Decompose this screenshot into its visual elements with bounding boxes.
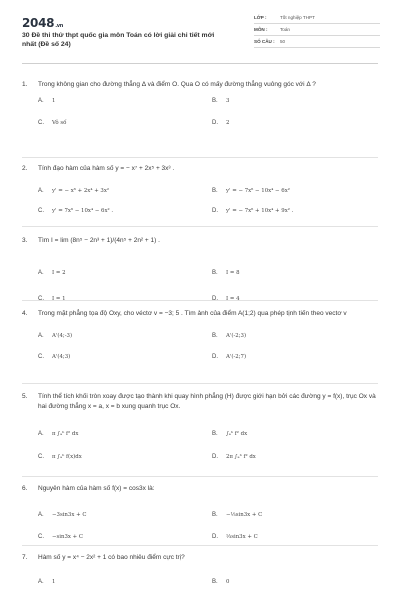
divider	[22, 226, 378, 227]
option-b[interactable]: B. A'(-2;3)	[212, 332, 247, 339]
option-a[interactable]: A. π ∫ₐᵇ f² dx	[38, 431, 79, 437]
question-number: 3.	[22, 237, 28, 244]
question-number: 6.	[22, 485, 28, 492]
option-b[interactable]: B. −⅓sin3x + C	[212, 511, 263, 518]
meta-row-subject	[254, 24, 380, 36]
question-4	[22, 309, 378, 365]
document-title: 30 Đề thi thử thpt quốc gia môn Toán có lời giải chi tiết mới nhất (Đề số 24)	[22, 32, 215, 48]
question-text: Tính thể tích khối tròn xoay được tạo thành khi quay hình phẳng (H) được giới hạn bởi các đường y = f(x), trục Ox và hai đường thẳng x = a, x = b xung quanh trục Ox.	[38, 393, 376, 410]
exam-meta	[254, 12, 380, 48]
divider	[22, 157, 378, 158]
question-number: 1.	[22, 81, 28, 88]
option-a[interactable]: A. 1	[38, 578, 56, 585]
option-a[interactable]: A. y' = − x⁶ + 2x⁴ + 3x²	[38, 187, 110, 194]
option-d[interactable]: D. 2	[212, 119, 230, 126]
divider	[22, 476, 378, 477]
question-2	[22, 164, 378, 214]
meta-label: MÔN :	[254, 27, 268, 32]
meta-value: Tốt nghiệp THPT	[280, 15, 315, 20]
option-b[interactable]: B. 0	[212, 578, 230, 585]
option-c[interactable]: C. Vô số	[38, 119, 67, 126]
option-c[interactable]: C. y' = 7x⁶ − 10x⁴ − 6x² .	[38, 207, 114, 214]
question-text: Hàm số y = x⁴ − 2x² + 1 có bao nhiêu điểm cực trị?	[38, 554, 185, 561]
option-a[interactable]: A. A'(4;-3)	[38, 332, 73, 339]
option-a[interactable]: A. −3sin3x + C	[38, 511, 87, 518]
option-c[interactable]: C. π ∫ₐᵇ f(x)dx	[38, 454, 82, 460]
divider	[22, 545, 378, 546]
meta-row-count	[254, 36, 380, 48]
logo-text: 2048	[22, 16, 55, 30]
site-logo[interactable]	[22, 16, 63, 30]
option-b[interactable]: B. I = 8	[212, 269, 240, 276]
question-text: Trong không gian cho đường thẳng Δ và điểm O. Qua O có mấy đường thẳng vuông góc với Δ ?	[38, 81, 316, 88]
logo-suffix: .vn	[55, 23, 64, 29]
option-d[interactable]: D. y' = − 7x⁶ + 10x⁴ + 9x² .	[212, 207, 294, 214]
question-text: Tính đạo hàm của hàm số y = − x⁷ + 2x⁵ + 3x³ .	[38, 165, 175, 172]
option-c[interactable]: C. I = 1	[38, 295, 66, 302]
option-d[interactable]: D. 2π ∫ₐᵇ f² dx	[212, 454, 256, 460]
page-header	[22, 0, 378, 64]
divider	[22, 300, 378, 301]
option-b[interactable]: B. y' = − 7x⁶ − 10x⁴ − 6x²	[212, 187, 290, 194]
option-c[interactable]: C. −sin3x + C	[38, 533, 84, 540]
question-3	[22, 236, 378, 302]
question-5	[22, 392, 378, 461]
question-text: Tìm I = lim (8n⁵ − 2n³ + 1)/(4n⁵ + 2n² + 1) .	[38, 237, 160, 244]
question-1	[22, 80, 378, 130]
option-d[interactable]: D. I = 4	[212, 295, 240, 302]
option-c[interactable]: C. A'(4;3)	[38, 353, 71, 360]
question-number: 2.	[22, 165, 28, 172]
meta-value: 50	[280, 39, 286, 44]
option-b[interactable]: B. 3	[212, 97, 230, 104]
option-a[interactable]: A. I = 2	[38, 269, 66, 276]
meta-row-class	[254, 12, 380, 24]
question-number: 4.	[22, 310, 28, 317]
question-text: Nguyên hàm của hàm số f(x) = cos3x là:	[38, 485, 155, 492]
question-number: 7.	[22, 554, 28, 561]
question-text: Trong mặt phẳng tọa độ Oxy, cho véctơ v = −3; 5 . Tìm ảnh của điểm A(1;2) qua phép tịnh tiến theo vectơ v	[38, 310, 347, 317]
question-6	[22, 484, 378, 540]
meta-value: Toán	[280, 27, 290, 32]
meta-label: LỚP :	[254, 15, 267, 20]
meta-label: SỐ CÂU :	[254, 39, 275, 44]
option-d[interactable]: D. A'(-2;7)	[212, 353, 247, 360]
divider	[22, 383, 378, 384]
option-a[interactable]: A. 1	[38, 97, 56, 104]
option-d[interactable]: D. ⅓sin3x + C	[212, 533, 258, 540]
option-b[interactable]: B. ∫ₐᵇ f² dx	[212, 431, 248, 437]
question-number: 5.	[22, 393, 28, 400]
question-7	[22, 553, 378, 589]
